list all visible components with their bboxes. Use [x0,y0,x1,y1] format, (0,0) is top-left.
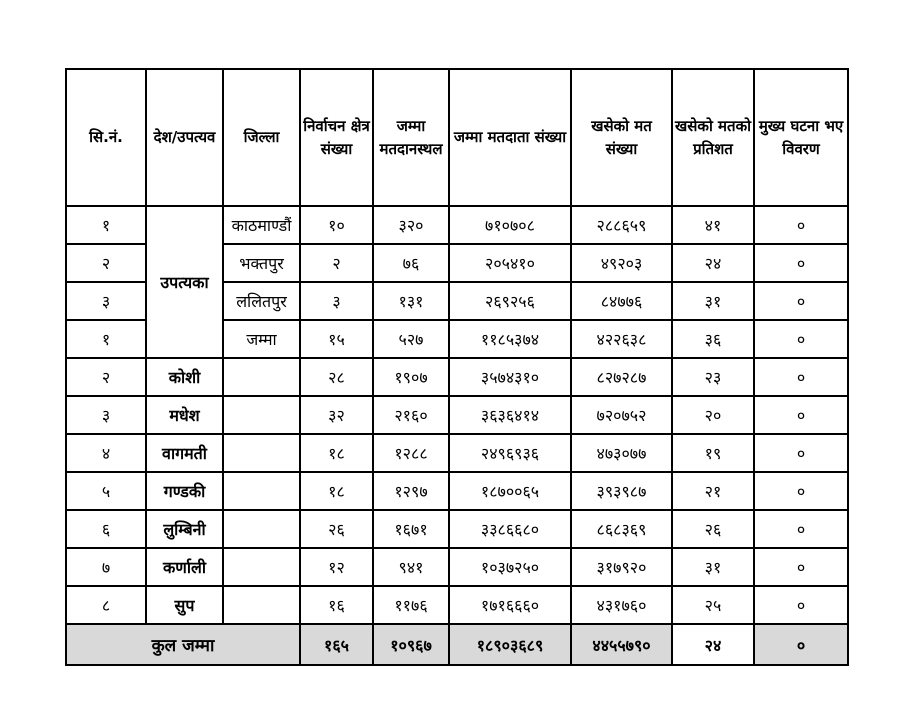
cell-votes: ८२७२८७ [571,358,672,396]
cell-sn: ३ [66,396,146,434]
table-row [66,548,848,586]
cell-district: भक्तपुर [223,244,300,282]
cell-stations: १९०७ [373,358,449,396]
table-row [66,510,848,548]
cell-votes: ४७३०७७ [571,434,672,472]
cell-percent: १९ [672,434,754,472]
cell-constituencies: १६ [300,586,373,624]
header-constituency-count: निर्वाचन क्षेत्र संख्या [300,69,373,206]
cell-sn: ८ [66,586,146,624]
cell-district: जम्मा [223,320,300,358]
cell-constituencies: १२ [300,548,373,586]
cell-voters: २४९६९३६ [449,434,571,472]
cell-constituencies: १८ [300,434,373,472]
cell-events: ० [754,282,848,320]
cell-votes: ३९३९८७ [571,472,672,510]
total-voters: १८९०३६८९ [449,624,571,665]
cell-votes: २८८६५९ [571,206,672,244]
cell-constituencies: २८ [300,358,373,396]
cell-votes: ८६८३६९ [571,510,672,548]
cell-events: ० [754,434,848,472]
cell-voters: ११८५३७४ [449,320,571,358]
table-row [66,206,848,244]
header-major-events: मुख्य घटना भए विवरण [754,69,848,206]
cell-percent: २६ [672,510,754,548]
cell-stations: १३१ [373,282,449,320]
cell-percent: ३१ [672,548,754,586]
cell-votes: ४९२०३ [571,244,672,282]
cell-sn: ७ [66,548,146,586]
cell-percent: ३१ [672,282,754,320]
cell-district: ललितपुर [223,282,300,320]
header-row [66,69,848,206]
cell-percent: २० [672,396,754,434]
cell-constituencies: ३२ [300,396,373,434]
header-polling-stations: जम्मा मतदानस्थल [373,69,449,206]
cell-percent: ४१ [672,206,754,244]
cell-voters: ३६३६४१४ [449,396,571,434]
header-turnout-percent: खसेको मतको प्रतिशत [672,69,754,206]
header-sn: सि.नं. [66,69,146,206]
cell-stations: ११७६ [373,586,449,624]
cell-constituencies: १५ [300,320,373,358]
header-votes-cast: खसेको मत संख्या [571,69,672,206]
table-row [66,586,848,624]
cell-votes: ७२०७५२ [571,396,672,434]
cell-voters: २०५४१० [449,244,571,282]
cell-constituencies: १८ [300,472,373,510]
cell-constituencies: ३ [300,282,373,320]
cell-events: ० [754,510,848,548]
cell-sn: १ [66,206,146,244]
cell-province: लुम्बिनी [146,510,223,548]
cell-voters: ३५७४३१० [449,358,571,396]
election-turnout-table [65,68,849,666]
table-row [66,434,848,472]
cell-district [223,358,300,396]
cell-percent: ३६ [672,320,754,358]
cell-events: ० [754,472,848,510]
cell-district: काठमाण्डौं [223,206,300,244]
cell-percent: २३ [672,358,754,396]
cell-province: कोशी [146,358,223,396]
total-row [66,624,848,665]
cell-sn: २ [66,244,146,282]
total-events: ० [754,624,848,665]
table-row [66,472,848,510]
cell-events: ० [754,358,848,396]
cell-constituencies: १० [300,206,373,244]
cell-voters: ३३८६६८० [449,510,571,548]
cell-voters: १७१६६६० [449,586,571,624]
total-label: कुल जम्मा [66,624,300,665]
cell-district [223,548,300,586]
cell-sn: २ [66,358,146,396]
header-region: देश/उपत्यव [146,69,223,206]
cell-sn: ४ [66,434,146,472]
cell-stations: ३२० [373,206,449,244]
total-stations: १०९६७ [373,624,449,665]
header-total-voters: जम्मा मतदाता संख्या [449,69,571,206]
cell-sn: ३ [66,282,146,320]
cell-district [223,510,300,548]
cell-votes: ३१७९२० [571,548,672,586]
cell-valley-group: उपत्यका [146,206,223,358]
table-row [66,358,848,396]
cell-events: ० [754,396,848,434]
cell-constituencies: २६ [300,510,373,548]
cell-voters: २६९२५६ [449,282,571,320]
cell-percent: २५ [672,586,754,624]
cell-votes: ४३१७६० [571,586,672,624]
cell-sn: ६ [66,510,146,548]
cell-district [223,396,300,434]
cell-stations: २१६० [373,396,449,434]
cell-stations: १२९७ [373,472,449,510]
cell-voters: १८७००६५ [449,472,571,510]
cell-stations: ५२७ [373,320,449,358]
cell-voters: १०३७२५० [449,548,571,586]
cell-events: ० [754,244,848,282]
cell-percent: २४ [672,244,754,282]
cell-events: ० [754,586,848,624]
cell-district [223,472,300,510]
total-constituencies: १६५ [300,624,373,665]
cell-province: वागमती [146,434,223,472]
total-votes: ४४५५७९० [571,624,672,665]
cell-sn: १ [66,320,146,358]
cell-province: कर्णाली [146,548,223,586]
cell-events: ० [754,548,848,586]
cell-province: मधेश [146,396,223,434]
table-row [66,396,848,434]
cell-sn: ५ [66,472,146,510]
cell-stations: ७६ [373,244,449,282]
cell-events: ० [754,320,848,358]
cell-district [223,586,300,624]
cell-province: सुप [146,586,223,624]
cell-votes: ४२२६३८ [571,320,672,358]
cell-votes: ८४७७६ [571,282,672,320]
cell-district [223,434,300,472]
cell-stations: १२८८ [373,434,449,472]
cell-constituencies: २ [300,244,373,282]
cell-province: गण्डकी [146,472,223,510]
header-district: जिल्ला [223,69,300,206]
total-percent: २४ [672,624,754,665]
cell-events: ० [754,206,848,244]
cell-stations: १६७१ [373,510,449,548]
cell-percent: २१ [672,472,754,510]
cell-voters: ७१०७०८ [449,206,571,244]
cell-stations: ९४१ [373,548,449,586]
